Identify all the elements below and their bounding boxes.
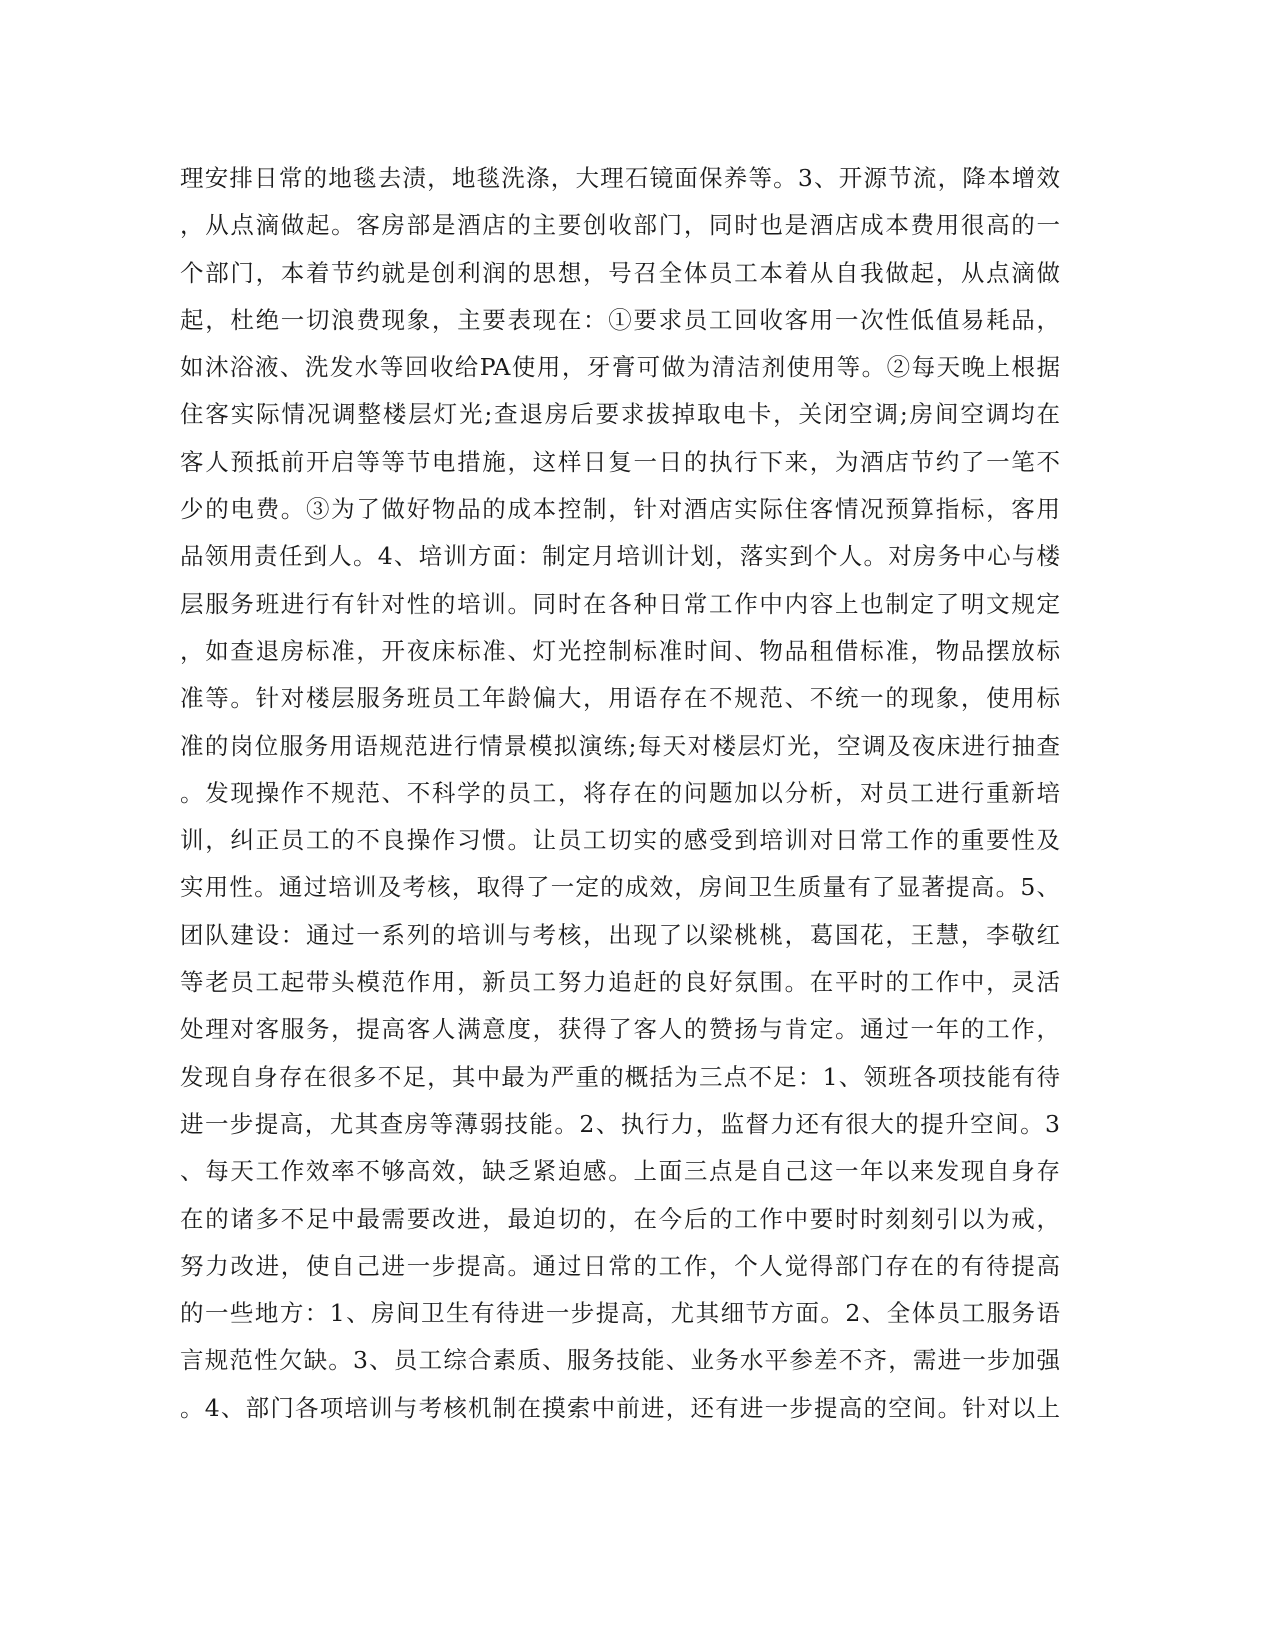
text-line: 层服务班进行有针对性的培训。同时在各种日常工作中内容上也制定了明文规定: [180, 589, 1060, 618]
text-line: 起，杜绝一切浪费现象，主要表现在：①要求员工回收客用一次性低值易耗品，: [180, 305, 1060, 334]
text-line: ，从点滴做起。客房部是酒店的主要创收部门，同时也是酒店成本费用很高的一: [180, 211, 1060, 240]
body-text: [180, 155, 1060, 1432]
text-line: 、每天工作效率不够高效，缺乏紧迫感。上面三点是自己这一年以来发现自身存: [180, 1157, 1060, 1186]
text-line: 等老员工起带头模范作用，新员工努力追赶的良好氛围。在平时的工作中，灵活: [180, 968, 1060, 997]
text-line: 准等。针对楼层服务班员工年龄偏大，用语存在不规范、不统一的现象，使用标: [180, 684, 1060, 713]
text-line: 品领用责任到人。4、培训方面：制定月培训计划，落实到个人。对房务中心与楼: [180, 542, 1060, 571]
text-line: 准的岗位服务用语规范进行情景模拟演练;每天对楼层灯光，空调及夜床进行抽查: [180, 731, 1060, 760]
text-line: 住客实际情况调整楼层灯光;查退房后要求拔掉取电卡，关闭空调;房间空调均在: [180, 400, 1060, 429]
text-line: 个部门，本着节约就是创利润的思想，号召全体员工本着从自我做起，从点滴做: [180, 258, 1060, 287]
text-line: ，如查退房标准，开夜床标准、灯光控制标准时间、物品租借标准，物品摆放标: [180, 636, 1060, 665]
text-line: 。4、部门各项培训与考核机制在摸索中前进，还有进一步提高的空间。针对以上: [180, 1393, 1060, 1422]
text-line: 的一些地方：1、房间卫生有待进一步提高，尤其细节方面。2、全体员工服务语: [180, 1299, 1060, 1328]
text-line: 理安排日常的地毯去渍，地毯洗涤，大理石镜面保养等。3、开源节流，降本增效: [180, 164, 1060, 192]
text-line: 处理对客服务，提高客人满意度，获得了客人的赞扬与肯定。通过一年的工作，: [180, 1015, 1060, 1044]
text-line: 如沐浴液、洗发水等回收给PA使用，牙膏可做为清洁剂使用等。②每天晚上根据: [180, 353, 1060, 382]
text-line: 实用性。通过培训及考核，取得了一定的成效，房间卫生质量有了显著提高。5、: [180, 873, 1060, 902]
text-line: 团队建设：通过一系列的培训与考核，出现了以梁桃桃，葛国花，王慧，李敬红: [180, 920, 1060, 949]
text-line: 言规范性欠缺。3、员工综合素质、服务技能、业务水平参差不齐，需进一步加强: [180, 1346, 1060, 1375]
text-line: 发现自身存在很多不足，其中最为严重的概括为三点不足：1、领班各项技能有待: [180, 1062, 1060, 1091]
text-line: 训，纠正员工的不良操作习惯。让员工切实的感受到培训对日常工作的重要性及: [180, 826, 1060, 855]
text-line: 。发现操作不规范、不科学的员工，将存在的问题加以分析，对员工进行重新培: [180, 778, 1060, 807]
text-line: 客人预抵前开启等等节电措施，这样日复一日的执行下来，为酒店节约了一笔不: [180, 447, 1060, 476]
text-line: 进一步提高，尤其查房等薄弱技能。2、执行力，监督力还有很大的提升空间。3: [180, 1109, 1060, 1138]
text-line: 少的电费。③为了做好物品的成本控制，针对酒店实际住客情况预算指标，客用: [180, 495, 1060, 524]
text-line: 在的诸多不足中最需要改进，最迫切的，在今后的工作中要时时刻刻引以为戒，: [180, 1204, 1060, 1233]
text-line: 努力改进，使自己进一步提高。通过日常的工作，个人觉得部门存在的有待提高: [180, 1251, 1060, 1280]
